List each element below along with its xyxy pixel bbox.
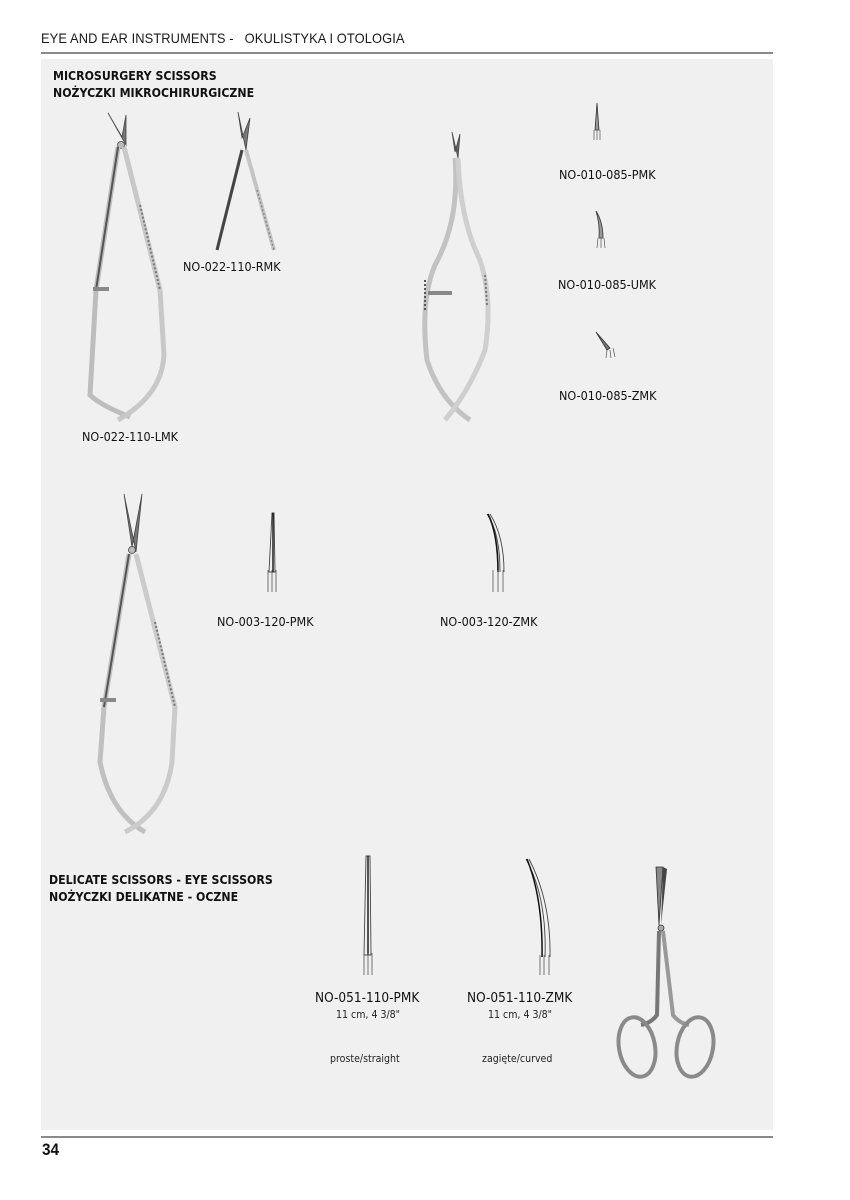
product-variant-straight: proste/straight (330, 1053, 400, 1065)
product-size-no-051-110-pmk: 11 cm, 4 3/8" (336, 1009, 401, 1021)
product-code-no-010-085-zmk: NO-010-085-ZMK (559, 388, 657, 403)
curved-eye-scissors-tip-icon (523, 857, 555, 977)
curved-blade-tip-icon (484, 512, 510, 594)
spring-scissors-straight-icon (90, 492, 190, 837)
product-code-no-010-085-umk: NO-010-085-UMK (558, 277, 657, 292)
section-title-en: DELICATE SCISSORS - EYE SCISSORS (49, 872, 273, 887)
spring-scissors-angled-icon (70, 105, 180, 425)
product-code-no-022-110-rmk: NO-022-110-RMK (183, 259, 281, 274)
section-title-en: MICROSURGERY SCISSORS (53, 68, 217, 83)
page-header-title: EYE AND EAR INSTRUMENTS - OKULISTYKA I OTOLOGIA (41, 30, 405, 46)
spring-scissors-curved-handle-icon (415, 130, 495, 425)
eye-scissors-icon (615, 865, 717, 1085)
section-title-pl: NOŻYCZKI MIKROCHIRURGICZNE (53, 85, 255, 100)
section-title-delicate (49, 871, 273, 905)
product-code-no-010-085-pmk: NO-010-085-PMK (559, 167, 656, 182)
section-title-microsurgery (53, 67, 254, 101)
straight-tip-icon (590, 102, 604, 142)
product-size-no-051-110-zmk: 11 cm, 4 3/8" (488, 1009, 553, 1021)
section-title-pl: NOŻYCZKI DELIKATNE - OCZNE (49, 889, 239, 904)
product-code-no-003-120-zmk: NO-003-120-ZMK (440, 614, 538, 629)
product-code-no-022-110-lmk: NO-022-110-LMK (82, 429, 179, 444)
product-code-no-003-120-pmk: NO-003-120-PMK (217, 614, 314, 629)
straight-blade-tip-icon (265, 512, 281, 594)
angled-tip-icon (594, 330, 620, 360)
product-code-no-051-110-pmk: NO-051-110-PMK (315, 990, 420, 1006)
curved-tip-icon (593, 210, 609, 250)
page-number: 34 (42, 1140, 60, 1159)
spring-scissors-tip-icon (212, 110, 282, 255)
header-divider (41, 52, 773, 54)
product-variant-curved: zagięte/curved (482, 1053, 553, 1065)
footer-divider (41, 1136, 773, 1138)
product-code-no-051-110-zmk: NO-051-110-ZMK (467, 990, 573, 1006)
straight-eye-scissors-tip-icon (360, 855, 376, 977)
